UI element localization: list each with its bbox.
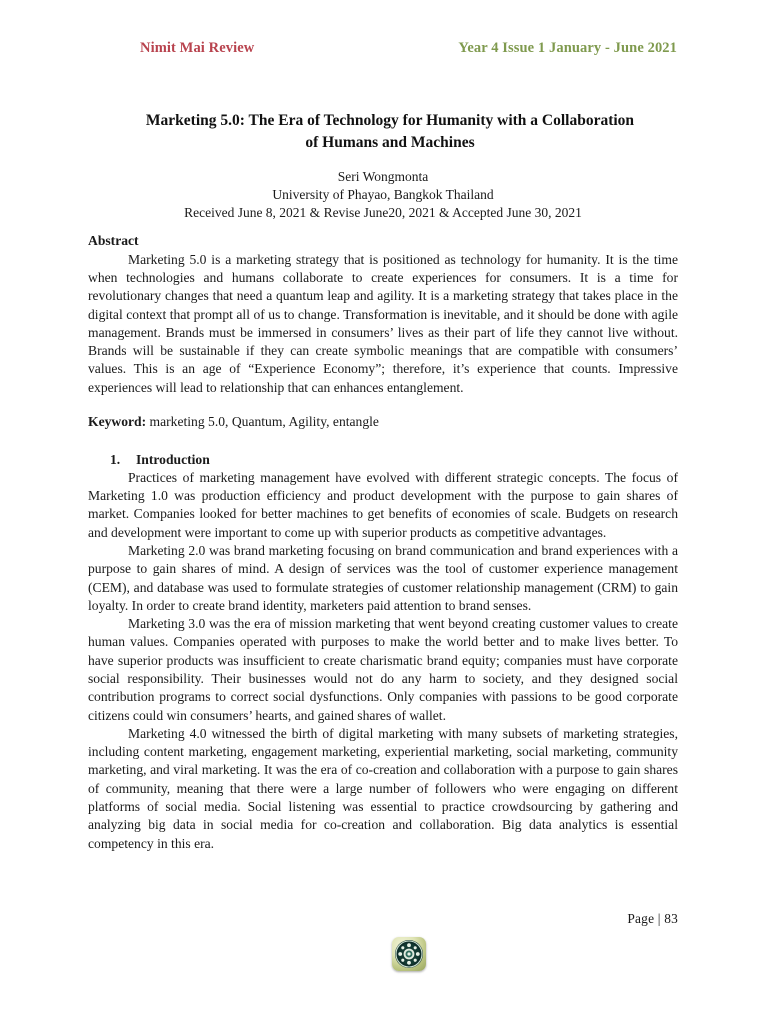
issue-line: Year 4 Issue 1 January - June 2021 — [458, 40, 677, 56]
running-head — [88, 40, 678, 57]
title-block — [140, 110, 640, 154]
page-title — [140, 110, 640, 154]
intro-paragraph-3: Marketing 3.0 was the era of mission marketing that went beyond creating customer values to create human values. Companies operated with purposes to make the world better and to make lives better. To have superior products was insufficient to create charismatic brand equity; companies must have corporate social responsibility. Their businesses would not do any harm to society, and they designed social contribution programs to correct social dysfunctions. Only companies with passions to be good corporate citizens could win consumers’ hearts, and gained shares of wallet. — [88, 616, 678, 723]
abstract-text: Marketing 5.0 is a marketing strategy that is positioned as technology for humanity. It is the time when technologies and humans collaborate to create experiences for consumers. It is a time for revolutionary changes that need a quantum leap and agility. It is a marketing strategy that takes place in the digital context that prompt all of us to change. Transformation is inevitable, and it should be done with agile management. Brands must be immersed in consumers’ lives as their part of life they cannot live without. Brands will be sustainable if they can create symbolic meanings that are compatible with consumers’ values. This is an age of “Experience Economy”; therefore, it’s experience that counts. Impressive experiences will lead to relationship that can enhances entanglement. — [88, 251, 678, 395]
submission-dates: Received June 8, 2021 & Revise June20, 2021 & Accepted June 30, 2021 — [184, 204, 582, 220]
article-title-line-1: Marketing 5.0: The Era of Technology for Humanity with a — [145, 112, 539, 129]
document-body — [88, 232, 678, 853]
author-affiliation: University of Phayao, Bangkok Thailand — [272, 186, 494, 202]
page-number: Page | 83 — [627, 911, 678, 926]
author-block — [88, 168, 678, 222]
section-number: 1. — [110, 452, 121, 468]
journal-name: Nimit Mai Review — [140, 40, 255, 56]
keyword-label: Keyword: — [88, 413, 147, 429]
intro-paragraph-2: Marketing 2.0 was brand marketing focusing on brand communication and brand experiences with a purpose to gain shares of mind. A design of services was the tool of customer experience management (CEM), and database was used to formulate strategies of customer relationship management (CRM) to gain loyalty. In order to create brand identity, marketers paid attention to brand senses. — [88, 543, 678, 613]
author-name: Seri Wongmonta — [337, 169, 429, 184]
section-heading-introduction — [88, 451, 678, 469]
journal-emblem-icon — [392, 937, 426, 971]
abstract-heading: Abstract — [88, 233, 139, 248]
keyword-value: marketing 5.0, Quantum, Agility, entangle — [146, 413, 379, 429]
intro-paragraph-1: Practices of marketing management have evolved with different strategic concepts. The focus of Marketing 1.0 was production efficiency and product development with the purpose to gain shares of market. Companies looked for better machines to get benefits of economies of scale. Budgets on research and development were important to come up with superior products as competitive advantages. — [88, 469, 678, 540]
article-title-line-2: Collaboration of Humans and Machines — [305, 112, 635, 151]
keyword-line — [88, 413, 678, 431]
section-title: Introduction — [136, 452, 210, 468]
intro-paragraph-4: Marketing 4.0 witnessed the birth of digital marketing with many subsets of marketing strategies, including content marketing, engagement marketing, experiential marketing, social marketing, community marketing, and viral marketing. It was the era of co-creation and collaboration with a purpose to gain shares of community, meaning that there were a large number of followers who were engaging on different platforms of social media. Social listening was essential to practice crowdsourcing by gathering and analyzing big data in social media for co-creation and collaboration. Big data analytics is essential competency in this era. — [88, 725, 678, 851]
